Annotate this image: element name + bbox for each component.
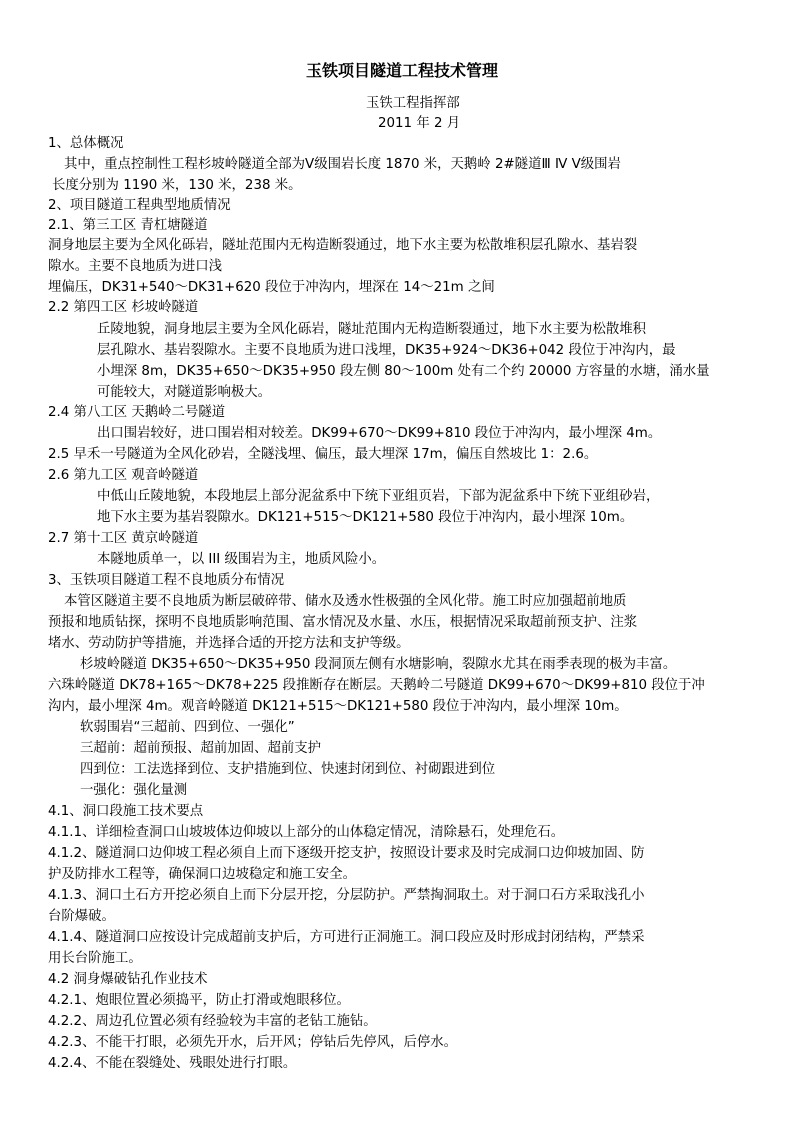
paragraph-line: 层孔隙水、基岩裂隙水。主要不良地质为进口浅埋，DK35+924～DK36+042 段位于冲沟内，最 bbox=[97, 343, 676, 358]
paragraph-line: 地下水主要为基岩裂隙水。DK121+515～DK121+580 段位于冲沟内，最小埋深 10m。 bbox=[97, 510, 634, 525]
paragraph-line: 台阶爆破。 bbox=[48, 909, 115, 924]
heading-2-1: 2.1、第三工区 青杠塘隧道 bbox=[48, 218, 208, 233]
paragraph-line: 三超前：超前预报、超前加固、超前支护 bbox=[80, 741, 322, 756]
paragraph-line: 四到位：工法选择到位、支护措施到位、快速封闭到位、衬砌跟进到位 bbox=[80, 762, 496, 777]
paragraph-line: 用长台阶施工。 bbox=[48, 951, 142, 966]
paragraph-line: 六珠岭隧道 DK78+165～DK78+225 段推断存在断层。天鹅岭二号隧道 DK99+670～DK99+810 段位于冲 bbox=[48, 678, 705, 693]
heading-1: 1、总体概况 bbox=[48, 136, 124, 151]
paragraph-line: 本隧地质单一，以 III 级围岩为主，地质风险小。 bbox=[97, 552, 386, 567]
paragraph-line: 护及防排水工程等，确保洞口边坡稳定和施工安全。 bbox=[48, 867, 356, 882]
heading-2-4: 2.4 第八工区 天鹅岭二号隧道 bbox=[48, 405, 226, 420]
paragraph-line: 本管区隧道主要不良地质为断层破碎带、储水及透水性极强的全风化带。施工时应加强超前地质 bbox=[64, 594, 627, 609]
paragraph-line: 小埋深 8m，DK35+650～DK35+950 段左侧 80～100m 处有二个约 20000 方容量的水塘，涌水量 bbox=[97, 364, 710, 379]
paragraph-line: 埋偏压，DK31+540～DK31+620 段位于冲沟内，埋深在 14～21m 之间 bbox=[48, 280, 495, 295]
paragraph-line: 丘陵地貌，洞身地层主要为全风化砾岩，隧址范围内无构造断裂通过，地下水主要为松散堆积 bbox=[97, 322, 647, 337]
document-org: 玉铁工程指挥部 bbox=[366, 96, 460, 111]
paragraph-line: 堵水、劳动防护等措施，并选择合适的开挖方法和支护等级。 bbox=[48, 636, 410, 651]
paragraph-line: 出口围岩较好，进口围岩相对较差。DK99+670～DK99+810 段位于冲沟内，最小埋深 4m。 bbox=[97, 426, 662, 441]
paragraph-line: 2.5 早禾一号隧道为全风化砂岩，全隧浅埋、偏压，最大埋深 17m，偏压自然坡比 1：2.6。 bbox=[48, 447, 598, 462]
paragraph-line: 4.1.3、洞口土石方开挖必须自上而下分层开挖，分层防护。严禁掏洞取土。对于洞口石方采取浅孔小 bbox=[48, 888, 645, 903]
paragraph-line: 预报和地质钻探，探明不良地质影响范围、富水情况及水量、水压，根据情况采取超前预支护、注浆 bbox=[48, 615, 638, 630]
paragraph-line: 4.2.4、不能在裂缝处、残眼处进行打眼。 bbox=[48, 1056, 297, 1071]
heading-4-1: 4.1、洞口段施工技术要点 bbox=[48, 804, 204, 819]
document-date: 2011 年 2 月 bbox=[378, 116, 461, 131]
paragraph-line: 软弱围岩“三超前、四到位、一强化” bbox=[80, 720, 295, 735]
paragraph-line: 可能较大，对隧道影响极大。 bbox=[97, 385, 272, 400]
paragraph-line: 长度分别为 1190 米，130 米，238 米。 bbox=[52, 178, 302, 193]
paragraph-line: 其中，重点控制性工程杉坡岭隧道全部为Ⅴ级围岩长度 1870 米，天鹅岭 2#隧道Ⅲ Ⅳ Ⅴ级围岩 bbox=[64, 157, 621, 172]
paragraph-line: 4.2.1、炮眼位置必须捣平，防止打滑或炮眼移位。 bbox=[48, 993, 350, 1008]
paragraph-line: 隙水。主要不良地质为进口浅 bbox=[48, 259, 223, 274]
heading-2-7: 2.7 第十工区 黄京岭隧道 bbox=[48, 531, 199, 546]
heading-2: 2、项目隧道工程典型地质情况 bbox=[48, 198, 231, 213]
document-title: 玉铁项目隧道工程技术管理 bbox=[306, 61, 499, 80]
paragraph-line: 一强化：强化量测 bbox=[80, 783, 188, 798]
paragraph-line: 4.1.2、隧道洞口边仰坡工程必须自上而下逐级开挖支护，按照设计要求及时完成洞口边仰坡加固、防 bbox=[48, 846, 645, 861]
paragraph-line: 中低山丘陵地貌，本段地层上部分泥盆系中下统下亚组页岩，下部为泥盆系中下统下亚组砂岩， bbox=[97, 489, 660, 504]
paragraph-line: 杉坡岭隧道 DK35+650～DK35+950 段洞顶左侧有水塘影响，裂隙水尤其在雨季表现的极为丰富。 bbox=[80, 657, 677, 672]
heading-2-2: 2.2 第四工区 杉坡岭隧道 bbox=[48, 300, 199, 315]
paragraph-line: 4.2.2、周边孔位置必须有经验较为丰富的老钻工施钻。 bbox=[48, 1014, 377, 1029]
paragraph-line: 4.1.1、详细检查洞口山坡坡体边仰坡以上部分的山体稳定情况，清除悬石，处理危石。 bbox=[48, 825, 565, 840]
paragraph-line: 4.1.4、隧道洞口应按设计完成超前支护后，方可进行正洞施工。洞口段应及时形成封闭结构，严禁采 bbox=[48, 930, 645, 945]
heading-2-6: 2.6 第九工区 观音岭隧道 bbox=[48, 468, 199, 483]
paragraph-line: 沟内，最小埋深 4m。观音岭隧道 DK121+515～DK121+580 段位于冲沟内，最小埋深 10m。 bbox=[48, 699, 628, 714]
heading-3: 3、玉铁项目隧道工程不良地质分布情况 bbox=[48, 573, 285, 588]
heading-4-2: 4.2 洞身爆破钻孔作业技术 bbox=[48, 972, 208, 987]
paragraph-line: 洞身地层主要为全风化砾岩，隧址范围内无构造断裂通过，地下水主要为松散堆积层孔隙水、基岩裂 bbox=[48, 238, 638, 253]
paragraph-line: 4.2.3、不能干打眼，必须先开水，后开风；停钻后先停风，后停水。 bbox=[48, 1035, 458, 1050]
